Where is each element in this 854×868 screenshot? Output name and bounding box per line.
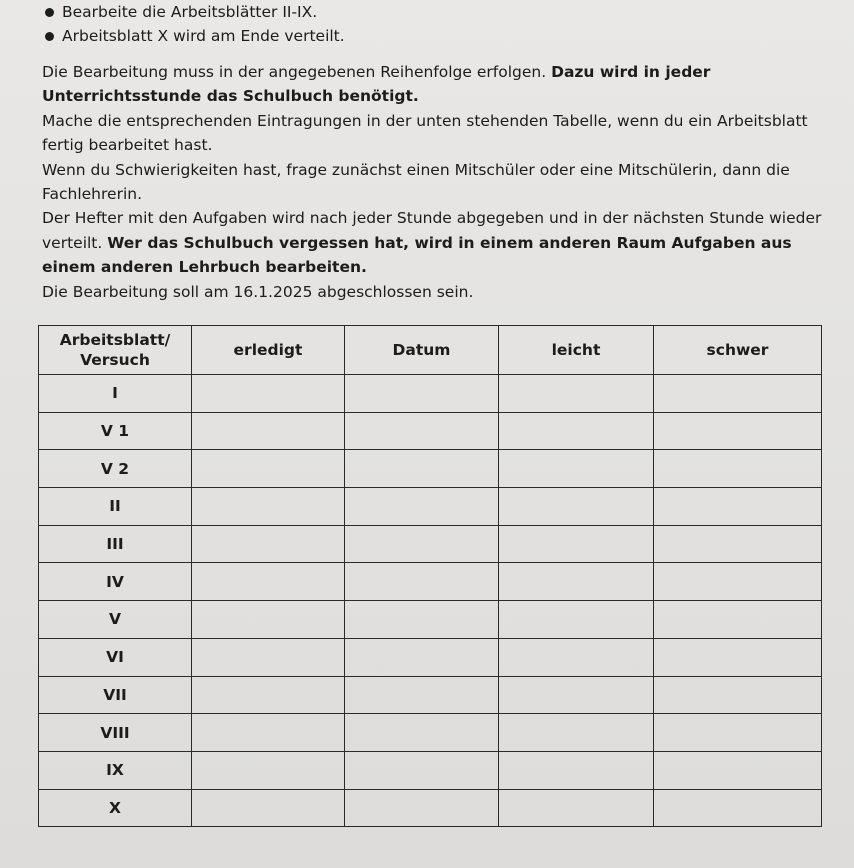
done-cell[interactable] bbox=[192, 601, 345, 639]
easy-cell[interactable] bbox=[499, 525, 654, 563]
date-cell[interactable] bbox=[345, 676, 499, 714]
instruction-sentence-1: Die Bearbeitung muss in der angegebenen Reihenfolge erfolgen. bbox=[42, 63, 552, 81]
easy-cell[interactable] bbox=[499, 789, 654, 827]
table-row bbox=[39, 714, 822, 752]
date-cell[interactable] bbox=[345, 714, 499, 752]
header-date: Datum bbox=[345, 326, 499, 375]
header-done: erledigt bbox=[192, 326, 345, 375]
hard-cell[interactable] bbox=[654, 676, 822, 714]
easy-cell[interactable] bbox=[499, 714, 654, 752]
date-cell[interactable] bbox=[345, 563, 499, 601]
date-cell[interactable] bbox=[345, 450, 499, 488]
row-label: I bbox=[39, 375, 192, 413]
date-cell[interactable] bbox=[345, 412, 499, 450]
hard-cell[interactable] bbox=[654, 450, 822, 488]
date-cell[interactable] bbox=[345, 601, 499, 639]
done-cell[interactable] bbox=[192, 676, 345, 714]
bullet-text: Arbeitsblatt X wird am Ende verteilt. bbox=[62, 27, 345, 45]
progress-table-wrapper bbox=[38, 325, 822, 827]
hard-cell[interactable] bbox=[654, 563, 822, 601]
bullet-item-2 bbox=[62, 26, 345, 46]
table-row bbox=[39, 601, 822, 639]
easy-cell[interactable] bbox=[499, 375, 654, 413]
hard-cell[interactable] bbox=[654, 488, 822, 526]
instruction-sentence-4: Der Hefter mit den Aufgaben wird nach jeder Stunde abgegeben und in der nächsten Stunde wieder verteilt. bbox=[42, 209, 822, 252]
instructions bbox=[42, 60, 832, 304]
row-label: IX bbox=[39, 751, 192, 789]
done-cell[interactable] bbox=[192, 450, 345, 488]
done-cell[interactable] bbox=[192, 375, 345, 413]
row-label: V bbox=[39, 601, 192, 639]
date-cell[interactable] bbox=[345, 488, 499, 526]
date-cell[interactable] bbox=[345, 751, 499, 789]
easy-cell[interactable] bbox=[499, 601, 654, 639]
header-hard: schwer bbox=[654, 326, 822, 375]
hard-cell[interactable] bbox=[654, 601, 822, 639]
row-label: VI bbox=[39, 638, 192, 676]
easy-cell[interactable] bbox=[499, 450, 654, 488]
date-cell[interactable] bbox=[345, 789, 499, 827]
table-row bbox=[39, 563, 822, 601]
instruction-paragraph-2: Mache die entsprechenden Eintragungen in der unten stehenden Tabelle, wenn du ein Arbeitsblatt fertig bearbeitet hast. bbox=[42, 111, 808, 155]
done-cell[interactable] bbox=[192, 751, 345, 789]
instruction-paragraph-4 bbox=[42, 206, 832, 279]
table-row bbox=[39, 488, 822, 526]
done-cell[interactable] bbox=[192, 789, 345, 827]
bullet-icon bbox=[45, 32, 54, 41]
row-label: X bbox=[39, 789, 192, 827]
header-easy: leicht bbox=[499, 326, 654, 375]
bullet-icon bbox=[45, 8, 54, 17]
easy-cell[interactable] bbox=[499, 676, 654, 714]
row-label: II bbox=[39, 488, 192, 526]
date-cell[interactable] bbox=[345, 375, 499, 413]
hard-cell[interactable] bbox=[654, 714, 822, 752]
row-label: VIII bbox=[39, 714, 192, 752]
done-cell[interactable] bbox=[192, 412, 345, 450]
instruction-sentence-4-bold: Wer das Schulbuch vergessen hat, wird in einem anderen Raum Aufgaben aus einem anderen Lehrbuch bearbeiten. bbox=[42, 233, 792, 277]
done-cell[interactable] bbox=[192, 488, 345, 526]
table-header-row bbox=[39, 326, 822, 375]
easy-cell[interactable] bbox=[499, 563, 654, 601]
table-row bbox=[39, 525, 822, 563]
bullet-text: Bearbeite die Arbeitsblätter II-IX. bbox=[62, 3, 318, 21]
table-body bbox=[39, 375, 822, 827]
table-row bbox=[39, 638, 822, 676]
table-row bbox=[39, 676, 822, 714]
done-cell[interactable] bbox=[192, 563, 345, 601]
row-label: III bbox=[39, 525, 192, 563]
hard-cell[interactable] bbox=[654, 638, 822, 676]
done-cell[interactable] bbox=[192, 714, 345, 752]
easy-cell[interactable] bbox=[499, 638, 654, 676]
header-worksheet: Arbeitsblatt/ Versuch bbox=[39, 326, 192, 375]
date-cell[interactable] bbox=[345, 525, 499, 563]
done-cell[interactable] bbox=[192, 638, 345, 676]
done-cell[interactable] bbox=[192, 525, 345, 563]
instruction-paragraph-1 bbox=[42, 60, 832, 109]
easy-cell[interactable] bbox=[499, 412, 654, 450]
instruction-paragraph-3: Wenn du Schwierigkeiten hast, frage zunächst einen Mitschüler oder eine Mitschülerin, dann die Fachlehrerin. bbox=[42, 160, 790, 204]
table-row bbox=[39, 375, 822, 413]
date-cell[interactable] bbox=[345, 638, 499, 676]
table-row bbox=[39, 412, 822, 450]
row-label: V 2 bbox=[39, 450, 192, 488]
easy-cell[interactable] bbox=[499, 751, 654, 789]
row-label: V 1 bbox=[39, 412, 192, 450]
table-row bbox=[39, 751, 822, 789]
bullet-item-1 bbox=[62, 2, 317, 22]
hard-cell[interactable] bbox=[654, 789, 822, 827]
instruction-sentence-1-bold: Dazu wird in jeder Unterrichtsstunde das Schulbuch benötigt. bbox=[42, 63, 711, 106]
hard-cell[interactable] bbox=[654, 751, 822, 789]
hard-cell[interactable] bbox=[654, 412, 822, 450]
deadline-text: Die Bearbeitung soll am 16.1.2025 abgeschlossen sein. bbox=[42, 282, 474, 301]
hard-cell[interactable] bbox=[654, 525, 822, 563]
progress-table bbox=[38, 325, 822, 827]
row-label: IV bbox=[39, 563, 192, 601]
hard-cell[interactable] bbox=[654, 375, 822, 413]
row-label: VII bbox=[39, 676, 192, 714]
table-row bbox=[39, 789, 822, 827]
easy-cell[interactable] bbox=[499, 488, 654, 526]
table-row bbox=[39, 450, 822, 488]
